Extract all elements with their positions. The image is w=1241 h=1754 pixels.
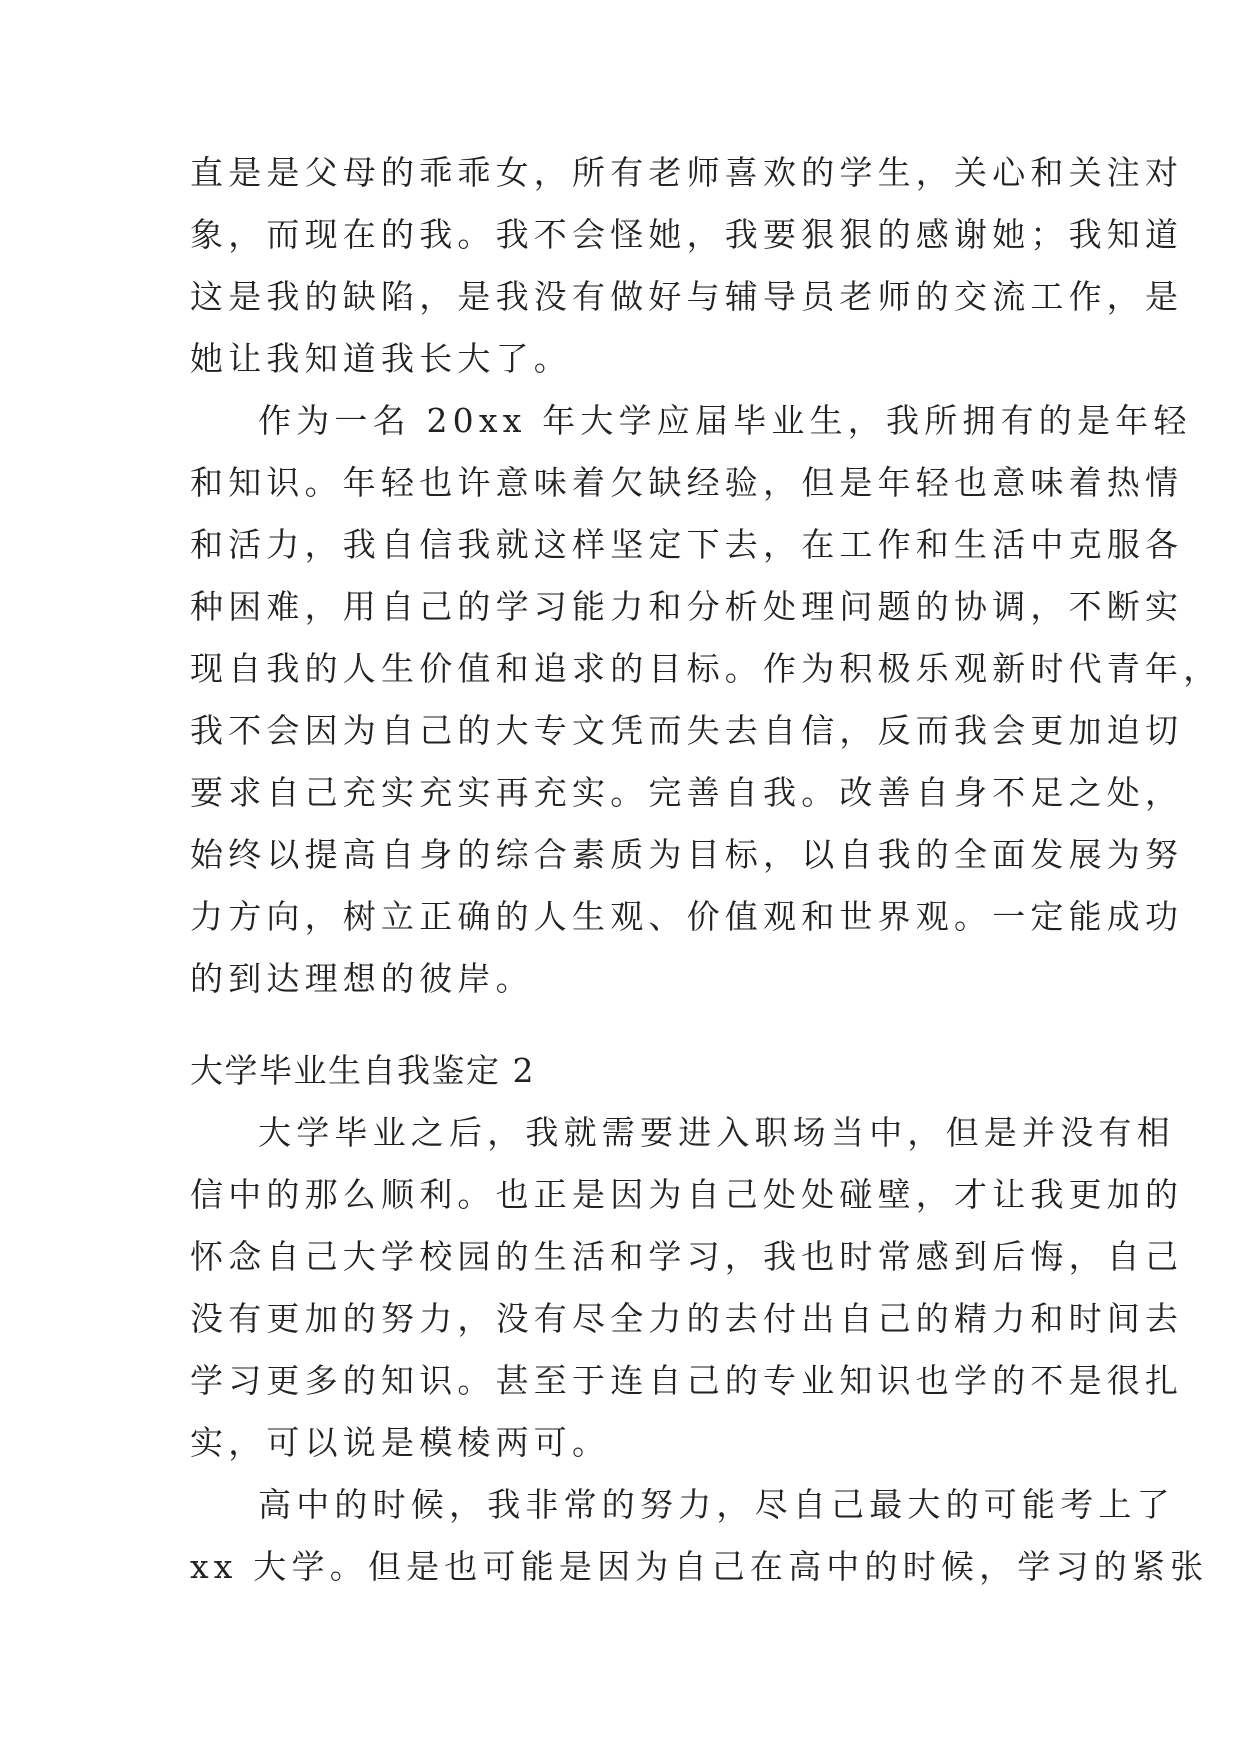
text-line: 现自我的人生价值和追求的目标。作为积极乐观新时代青年， xyxy=(190,649,1222,688)
text-line: 大学毕业之后，我就需要进入职场当中，但是并没有相 xyxy=(258,1113,1175,1152)
text-line: 没有更加的努力，没有尽全力的去付出自己的精力和时间去 xyxy=(190,1299,1184,1338)
text-line: 高中的时候，我非常的努力，尽自己最大的可能考上了 xyxy=(258,1485,1175,1524)
text-line: 象，而现在的我。我不会怪她，我要狠狠的感谢她；我知道 xyxy=(190,215,1184,254)
text-line: 学习更多的知识。甚至于连自己的专业知识也学的不是很扎 xyxy=(190,1361,1184,1400)
text-line: 要求自己充实充实再充实。完善自我。改善自身不足之处， xyxy=(190,773,1184,812)
text-line: 力方向，树立正确的人生观、价值观和世界观。一定能成功 xyxy=(190,897,1184,936)
text-line: 种困难，用自己的学习能力和分析处理问题的协调，不断实 xyxy=(190,587,1184,626)
text-line: 信中的那么顺利。也正是因为自己处处碰壁，才让我更加的 xyxy=(190,1175,1184,1214)
text-line: 这是我的缺陷，是我没有做好与辅导员老师的交流工作，是 xyxy=(190,277,1184,316)
section-heading: 大学毕业生自我鉴定 2 xyxy=(190,1051,535,1090)
text-line: 直是是父母的乖乖女，所有老师喜欢的学生，关心和关注对 xyxy=(190,153,1184,192)
text-line: 她让我知道我长大了。 xyxy=(190,339,572,378)
text-line: 作为一名 20xx 年大学应届毕业生，我所拥有的是年轻 xyxy=(258,401,1192,440)
text-line: 我不会因为自己的大专文凭而失去自信，反而我会更加迫切 xyxy=(190,711,1184,750)
text-line: 和知识。年轻也许意味着欠缺经验，但是年轻也意味着热情 xyxy=(190,463,1184,502)
text-line: xx 大学。但是也可能是因为自己在高中的时候，学习的紧张 xyxy=(190,1547,1209,1586)
text-line: 和活力，我自信我就这样坚定下去，在工作和生活中克服各 xyxy=(190,525,1184,564)
text-line: 始终以提高自身的综合素质为目标，以自我的全面发展为努 xyxy=(190,835,1184,874)
text-line: 的到达理想的彼岸。 xyxy=(190,959,534,998)
text-line: 实，可以说是模棱两可。 xyxy=(190,1423,611,1462)
text-line: 怀念自己大学校园的生活和学习，我也时常感到后悔，自己 xyxy=(190,1237,1184,1276)
